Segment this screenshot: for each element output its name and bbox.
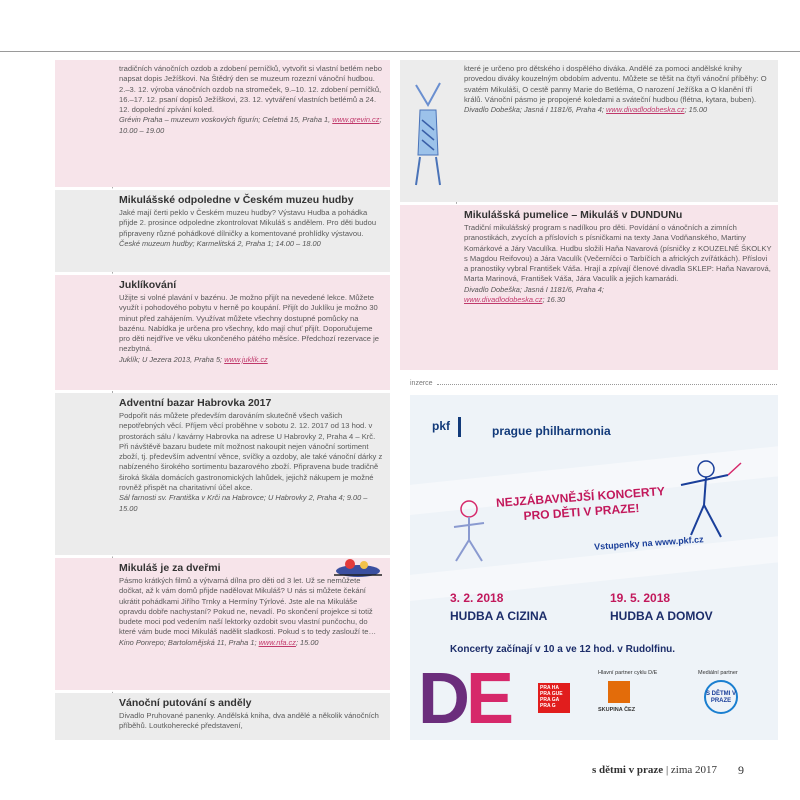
event-source: Kino Ponrepo; Bartolomějská 11, Praha 1; www.nfa.cz; 15.00 [119,637,319,647]
event-source: Divadlo Dobeška; Jasná I 1181/6, Praha 4; www.divadlodobeska.cz; 15.00 [464,105,708,115]
concert-title-2: HUDBA A DOMOV [610,609,713,623]
event-source: Grévin Praha – muzeum voskových figurín; Celetná 15, Praha 1, www.grevin.cz; 10.00 – 19.00 [119,115,382,135]
event-link[interactable]: www.grevin.cz [332,115,380,125]
concert-date-1: 3. 2. 2018 [450,591,504,605]
event-text: které je určeno pro dětského i dospělého diváka. Andělé za pomoci andělské knihy provedou diváky kouzelným obdobím adventu. Můžete se těšit na čtyři vánoční příběhy: O svatém Mikuláši, O cestě panny Marie do Betléma, O narození Ježíška a O klanění tří králů. Vánoční pásmo je propojené koledami a sváteční hudbou (flétna, kytara, buben). [464,64,767,104]
event-grevin [55,60,390,187]
angel-illustration [408,75,448,190]
dancer-illustration [434,495,504,565]
event-text: Jaké mají čerti peklo v Českém muzeu hudby? Výstavu Hudba a pohádka přijde 2. prosince odpoledne zkontrolovat Mikuláš s andělem. Pro děti budou připraveny různé pohádkové dílničky a komentované prohlídky výstavou. [119,208,377,238]
event-title: Juklíkování [119,279,177,291]
pkf-logo: pkf [432,417,465,437]
event-link[interactable]: www.divadlodobeska.cz [464,295,543,305]
event-christmas-angels [55,693,390,740]
event-source: České muzeum hudby; Karmelitská 2, Praha 1; 14.00 – 18.00 [119,238,321,248]
event-link[interactable]: www.juklik.cz [224,354,268,364]
praha-logo: PRA HA PRA GUE PRA GA PRA G [538,683,570,713]
event-source: Sál farnosti sv. Františka v Krči na Habrovce; U Habrovky 2, Praha 4; 9.00 – 15.00 [119,493,368,513]
event-link[interactable]: www.divadlodobeska.cz [606,105,685,115]
event-source: Juklík; U Jezera 2013, Praha 5; www.juklik.cz [119,354,268,364]
event-dobeska-angels [400,60,778,202]
event-text: Divadlo Pruhované panenky. Andělská kniha, dva andělé a několik vánočních příběhů. Loutkoherecké představení, [119,711,379,731]
event-juklik [55,275,390,390]
event-habrovka-bazaar [55,393,390,555]
event-title: Vánoční putování s anděly [119,697,252,709]
concert-info: Koncerty začínají v 10 a ve 12 hod. v Rudolfinu. [450,644,676,655]
page-number: 9 [738,763,744,777]
event-title: Mikulášská pumelice – Mikuláš v DUNDUNu [464,209,683,221]
event-text: Podpořit nás můžete především darováním skutečně všech vašich nepotřebných věcí. Příjem věcí proběhne v sobotu 2. 12. 2017 od 13 hod. v prostorách sálu / kavárny Habrovka na adrese U Habrovky 2, Praha 4 – Krč. Při návštěvě bazaru budete mít možnost nakoupit nejen vánoční sortiment zboží, tj. především adventní věnce, svíčky a ozdoby, ale také vánoční dárky z nabízeného širokého sortimentu bazarového zboží. Připravena bude tradičně široká škála domácích gastronomických lahůdek, jejichž nákupem je možné rovněž přispět na charitativní účel akce. [119,411,383,493]
concert-date-2: 19. 5. 2018 [610,591,671,605]
event-source: Divadlo Dobeška; Jasná I 1181/6, Praha 4; www.divadlodobeska.cz; 16.30 [464,284,604,305]
santa-sleigh-illustration [330,555,386,581]
de-logo: DE [418,659,511,739]
cez-logo: SKUPINA ČEZ [598,679,638,719]
event-text: Tradiční mikulášský program s nadílkou pro děti. Povídání o vánočních a zimních pranostikách, zvycích a příslovích s písničkami na texty Jana Vodňanského, Martiny Komárkové a Járy Vaculíka. Hudbu složili Haňa Navarová (písničky z KOUZELNÉ ŠKOLKY s Magdou Reifovou) a Jára Vaculík (Večerníčci o Tarbíčích a afrických zvířátkách). Příslovi a pranostiky vybral František Váša. Hrají a zpívají členové divadla SKLEP: Haňa Navarová, Marta Marinová, František Váša, Jára Vaculík a jejich kamarádi. [464,223,772,284]
concert-title-1: HUDBA A CIZINA [450,609,548,623]
event-title: Mikuláš je za dveřmi [119,562,221,574]
pkf-advertisement[interactable] [410,395,778,740]
event-dundun [400,205,778,370]
ad-tickets-link[interactable]: Vstupenky na www.pkf.cz [593,534,704,552]
conductor-illustration [666,455,746,545]
page-footer: s dětmi v praze | zima 2017 [592,764,718,776]
ad-label: inzerce [410,380,433,387]
event-text: tradičních vánočních ozdob a zdobení perníčků, vytvořit si vlastní betlém nebo napsat dopis Ježíškovi. Na Štědrý den se muzeum rozezní vánoční hudbou. 2.–3. 12. výroba vánočních ozdob na stromeček, 9.–10. 12. zdobení perníčků, 16.–17. 12. psaní dopisů Ježíškovi, 23. 12. vytváření vlastních betlémů a 24. 12. dopolední zpívání koled. [119,64,382,115]
event-czech-music-museum [55,190,390,272]
main-partner-label: Hlavní partner cyklu D/E [598,670,658,676]
event-title: Mikulášské odpoledne v Českém muzeu hudby [119,194,354,206]
event-text: Užijte si volné plavání v bazénu. Je možno přijít na nevedené lekce. Můžete využít i pohodového pobytu v herně po koupání. Přijít do Juklíku je možno 30 minut před zahájením. Využívat můžete všechny dostupné pomůcky na bazénu. Nabídka je určena pro všechny, kdo mají chuť přijít. Doporučujeme pro děti nejdříve ve věku ukončeného pátého měsíce. Předchozí rezervace je nezbytná. [119,293,380,354]
ad-label-rule [437,384,777,385]
orchestra-name: prague philharmonia [492,424,611,438]
event-title: Adventní bazar Habrovka 2017 [119,397,272,409]
event-link[interactable]: www.nfa.cz [258,637,296,647]
sdetmi-logo: S DĚTMI V PRAZE [704,680,738,714]
event-text: Pásmo krátkých filmů a výtvarná dílna pro děti od 3 let. Už se nemůžete dočkat, až k vám domů přijde nadělovat Mikuláš? U nás si můžete čekání ukrátit pohádkami Jiřího Trnky a Hermíny Týrlové. Jste ale na Mikuláše opravdu dobře nachystaní? Pokud ne, nevadí. Po skončení projekce si totiž budete moci pod vedením naší lektorky ozdobit svou vlastní punčochu, do které vám bude moci Mikuláš nadělit sladkosti. Pokud s to tedy zaslouží te… [119,576,377,637]
media-partner-label: Mediální partner [698,670,738,676]
top-rule [0,51,800,52]
ad-headline: NEJZÁBAVNĚJŠÍ KONCERTY PRO DĚTI V PRAZE! [495,484,666,524]
